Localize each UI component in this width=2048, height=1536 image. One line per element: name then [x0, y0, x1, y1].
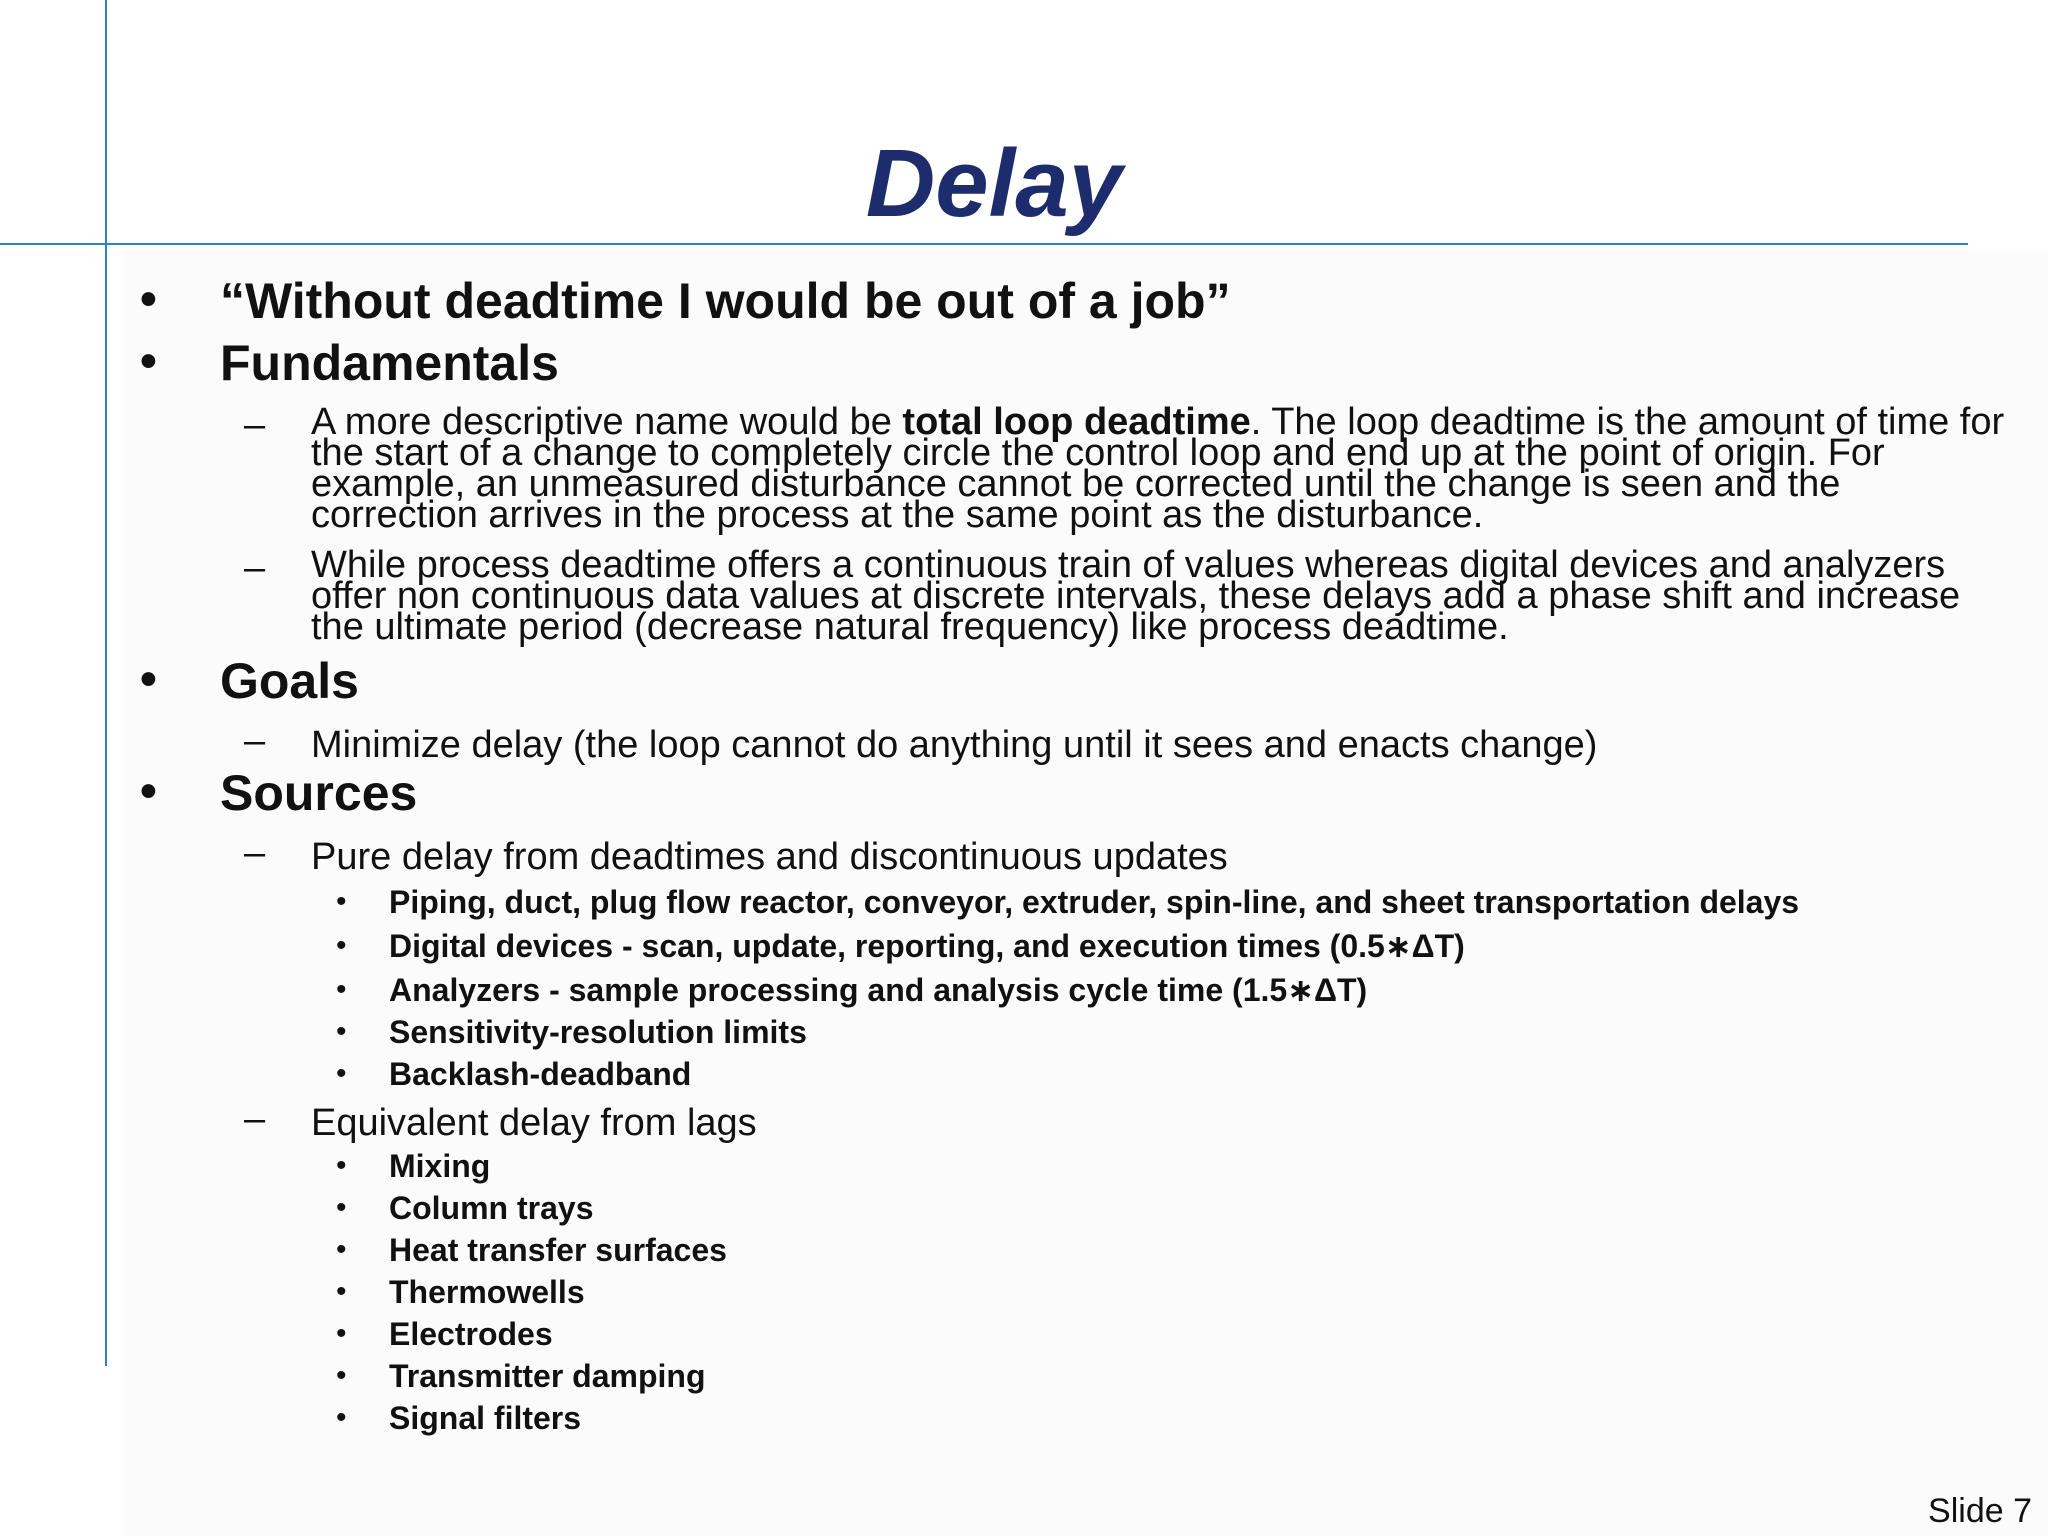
heading-sources: Sources [220, 765, 418, 821]
dash-marker: – [244, 832, 266, 874]
sub-bullet-marker: • [336, 1057, 347, 1090]
sources-equivalent-delay: Equivalent delay from lags [311, 1102, 757, 1144]
sub-item: Piping, duct, plug flow reactor, conveyor, extruder, spin-line, and sheet transportation delays [389, 884, 1800, 920]
sub-item: Heat transfer surfaces [389, 1232, 727, 1268]
sub-bullet-marker: • [336, 929, 347, 962]
heading-fundamentals: Fundamentals [220, 335, 559, 391]
sub-item: Backlash-deadband [389, 1056, 692, 1092]
sub-item: Sensitivity-resolution limits [389, 1014, 807, 1050]
sub-bullet-marker: • [336, 1359, 347, 1392]
sub-bullet-marker: • [336, 973, 347, 1006]
fundamentals-paragraph-1: A more descriptive name would be total loop deadtime. The loop deadtime is the amount of time for the start of a change to completely circle the control loop and end up at the point of origin. For example, an unmeasured disturbance cannot be corrected until the change is seen and the correction arrives in the process at the same point as the disturbance. [311, 401, 2005, 536]
sub-bullet-marker: • [336, 1191, 347, 1224]
sub-bullet-marker: • [336, 1317, 347, 1350]
bullet-marker: • [140, 653, 157, 706]
sub-item: Electrodes [389, 1316, 553, 1352]
sub-item: Thermowells [389, 1274, 585, 1310]
slide-title: Delay [865, 130, 1123, 237]
fundamentals-paragraph-2: While process deadtime offers a continuous train of values whereas digital devices and analyzers offer non continuous data values at discrete intervals, these delays add a phase shift and increase the ultimate period (decrease natural frequency) like process deadtime. [311, 544, 1961, 648]
sub-bullet-marker: • [336, 1015, 347, 1048]
bullet-marker: • [140, 765, 157, 818]
sub-item: Transmitter damping [389, 1358, 706, 1394]
bullet-quote: “Without deadtime I would be out of a job” [220, 273, 1231, 329]
emphasis-total-loop-deadtime: total loop deadtime [902, 401, 1251, 443]
bullet-marker: • [140, 335, 157, 388]
sub-bullet-marker: • [336, 1233, 347, 1266]
dash-marker: – [244, 404, 266, 446]
bullet-marker: • [140, 273, 157, 326]
sub-item: Signal filters [389, 1400, 582, 1436]
sub-bullet-marker: • [336, 885, 347, 918]
dash-marker: – [244, 720, 266, 762]
heading-goals: Goals [220, 653, 359, 709]
sub-bullet-marker: • [336, 1401, 347, 1434]
sub-item: Column trays [389, 1190, 594, 1226]
sub-item: Mixing [389, 1148, 491, 1184]
dash-marker: – [244, 1098, 266, 1140]
goals-item: Minimize delay (the loop cannot do anything until it sees and enacts change) [311, 724, 1598, 766]
dash-marker: – [244, 547, 266, 589]
sub-item: Analyzers - sample processing and analysis cycle time (1.5∗ΔT) [389, 972, 1368, 1008]
sub-bullet-marker: • [336, 1149, 347, 1182]
sub-bullet-marker: • [336, 1275, 347, 1308]
sub-item: Digital devices - scan, update, reporting, and execution times (0.5∗ΔT) [389, 928, 1465, 964]
sources-pure-delay: Pure delay from deadtimes and discontinuous updates [311, 836, 1228, 878]
slide-number: Slide 7 [1928, 1492, 2032, 1530]
